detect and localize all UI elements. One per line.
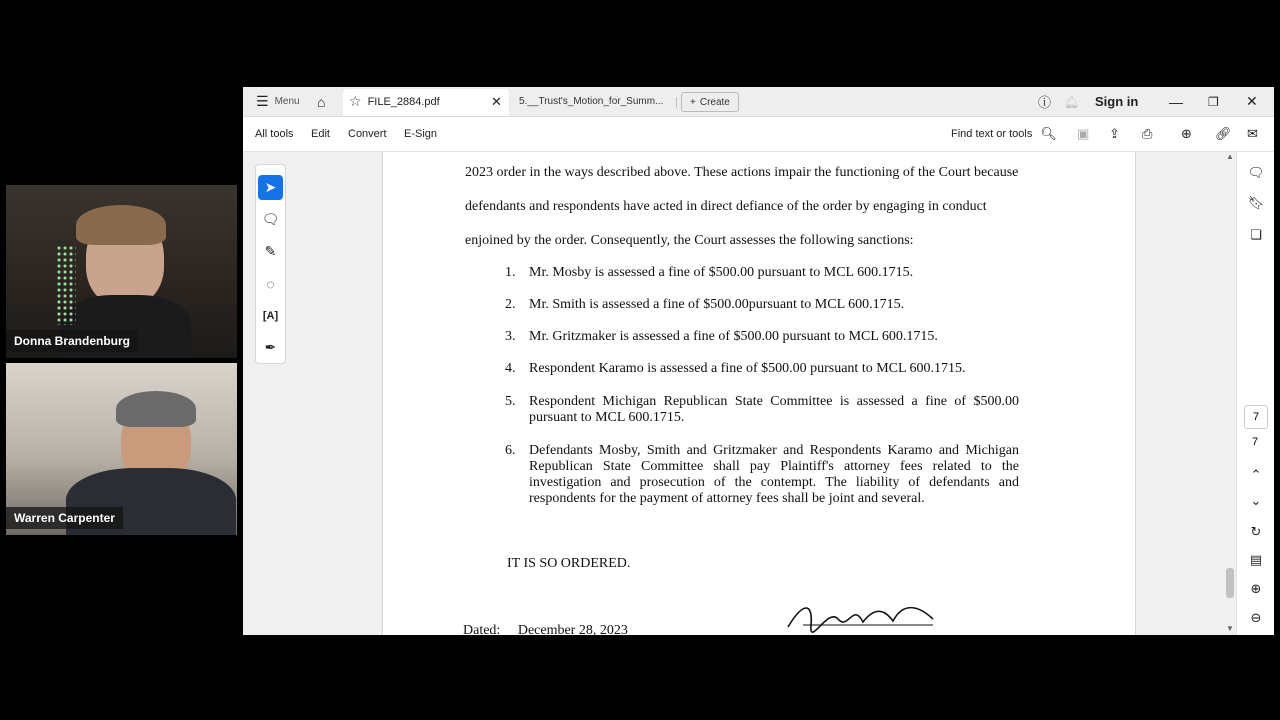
sanction-item: 5. Respondent Michigan Republican State Committee is assessed a fine of $500.00 pursuant to MCL 600.1715. (505, 394, 1019, 425)
scrollbar-thumb[interactable] (1226, 568, 1234, 598)
convert-button[interactable]: Convert (348, 128, 387, 140)
home-icon[interactable]: ⌂ (317, 93, 326, 110)
participant-name: Warren Carpenter (6, 507, 123, 529)
sanction-item: 4. Respondent Karamo is assessed a fine of $500.00 pursuant to MCL 600.1715. (505, 361, 966, 376)
hamburger-icon: ☰ (256, 93, 269, 109)
page-down-icon[interactable]: ⌄ (1250, 493, 1262, 508)
current-page-field[interactable]: 7 (1244, 405, 1268, 429)
sign-pen-icon[interactable]: ✒ (264, 339, 277, 355)
help-icon[interactable]: ⓘ (1038, 95, 1052, 110)
right-rail (1236, 152, 1274, 635)
lasso-draw-icon[interactable]: ◌ (266, 275, 275, 292)
close-window-icon[interactable]: ✕ (1246, 93, 1258, 109)
restore-icon[interactable]: ❐ (1208, 94, 1219, 109)
body-line: defendants and respondents have acted in direct defiance of the order by engaging in conduct (465, 199, 987, 214)
star-icon[interactable]: ☆ (349, 93, 362, 109)
email-icon[interactable]: ✉ (1247, 126, 1258, 141)
body-line: 2023 order in the ways described above. These actions impair the functioning of the Court because (465, 165, 1019, 180)
sanction-item: 6. Defendants Mosby, Smith and Gritzmaker and Respondents Karamo and Michigan Republican State Committee shall pay Plaintiff's attorney fees related to the investigation and prosecution of the contempt. The liability of defendants and respondents for the payment of attorney fees shall be joint and several. (505, 443, 1019, 506)
participant-name: Donna Brandenburg (6, 330, 138, 352)
tab-file-label[interactable]: ☆ FILE_2884.pdf (349, 93, 440, 109)
bell-icon[interactable]: 🔔︎ (1064, 94, 1080, 109)
pdf-page (382, 152, 1136, 635)
scroll-down-icon[interactable]: ▼ (1226, 624, 1234, 633)
body-line: enjoined by the order. Consequently, the Court assesses the following sanctions: (465, 233, 914, 248)
total-pages: 7 (1251, 436, 1259, 448)
share-icon[interactable]: ⊕ (1181, 126, 1192, 141)
zoom-out-icon[interactable]: ⊖ (1250, 610, 1262, 625)
create-button[interactable]: + Create (681, 92, 739, 112)
quick-tools-panel (255, 164, 286, 364)
upload-icon[interactable]: ⇪ (1109, 126, 1120, 141)
zoom-in-icon[interactable]: ⊕ (1250, 581, 1262, 596)
sanction-item: 3. Mr. Gritzmaker is assessed a fine of $500.00 pursuant to MCL 600.1715. (505, 329, 938, 344)
tab-motion[interactable]: 5.__Trust's_Motion_for_Summ... (519, 96, 664, 107)
document-area (243, 152, 1274, 635)
main-toolbar (243, 117, 1274, 152)
sign-in-button[interactable]: Sign in (1095, 94, 1139, 109)
all-tools-button[interactable]: All tools (255, 128, 294, 140)
comments-icon[interactable]: 🗨︎ (1247, 165, 1265, 180)
page-fit-icon[interactable]: ▤ (1249, 552, 1263, 567)
pdf-viewer-window (243, 87, 1274, 635)
rotate-icon[interactable]: ↻ (1250, 524, 1262, 539)
title-bar (243, 87, 1274, 117)
print-icon[interactable]: ⎙ (1142, 126, 1153, 141)
participant-video-1 (6, 185, 237, 358)
minimize-icon[interactable]: — (1169, 93, 1183, 110)
tab-divider: | (675, 95, 678, 108)
text-select-icon[interactable]: [A] (262, 309, 279, 322)
add-comment-icon[interactable]: 🗨︎ (261, 211, 280, 227)
save-icon[interactable]: ▣ (1077, 126, 1090, 141)
menu-button[interactable]: ☰ Menu (256, 93, 300, 109)
sanction-item: 1. Mr. Mosby is assessed a fine of $500.00 pursuant to MCL 600.1715. (505, 265, 914, 280)
dated-line: Dated: December 28, 2023 (463, 623, 628, 635)
find-text-button[interactable]: Find text or tools 🔍︎ (951, 126, 1057, 141)
esign-button[interactable]: E-Sign (404, 128, 438, 140)
plus-icon: + (690, 96, 696, 108)
edit-button[interactable]: Edit (311, 128, 330, 140)
bookmark-icon[interactable]: 🔖︎ (1247, 195, 1265, 210)
select-cursor-icon[interactable]: ➤ (258, 175, 283, 200)
page-up-icon[interactable]: ⌃ (1250, 467, 1262, 482)
search-icon: 🔍︎ (1040, 126, 1057, 141)
pages-icon[interactable]: ❏ (1250, 227, 1262, 242)
participant-video-2 (6, 363, 237, 535)
closing-statement: IT IS SO ORDERED. (507, 556, 631, 571)
highlight-pen-icon[interactable]: ✎ (264, 243, 277, 259)
vertical-scrollbar[interactable] (1225, 152, 1235, 635)
close-tab-icon[interactable]: ✕ (491, 93, 502, 109)
sanction-item: 2. Mr. Smith is assessed a fine of $500.00pursuant to MCL 600.1715. (505, 297, 905, 312)
scroll-up-icon[interactable]: ▲ (1226, 152, 1234, 161)
judge-signature (783, 597, 943, 635)
link-icon[interactable]: 🔗︎ (1215, 126, 1232, 141)
